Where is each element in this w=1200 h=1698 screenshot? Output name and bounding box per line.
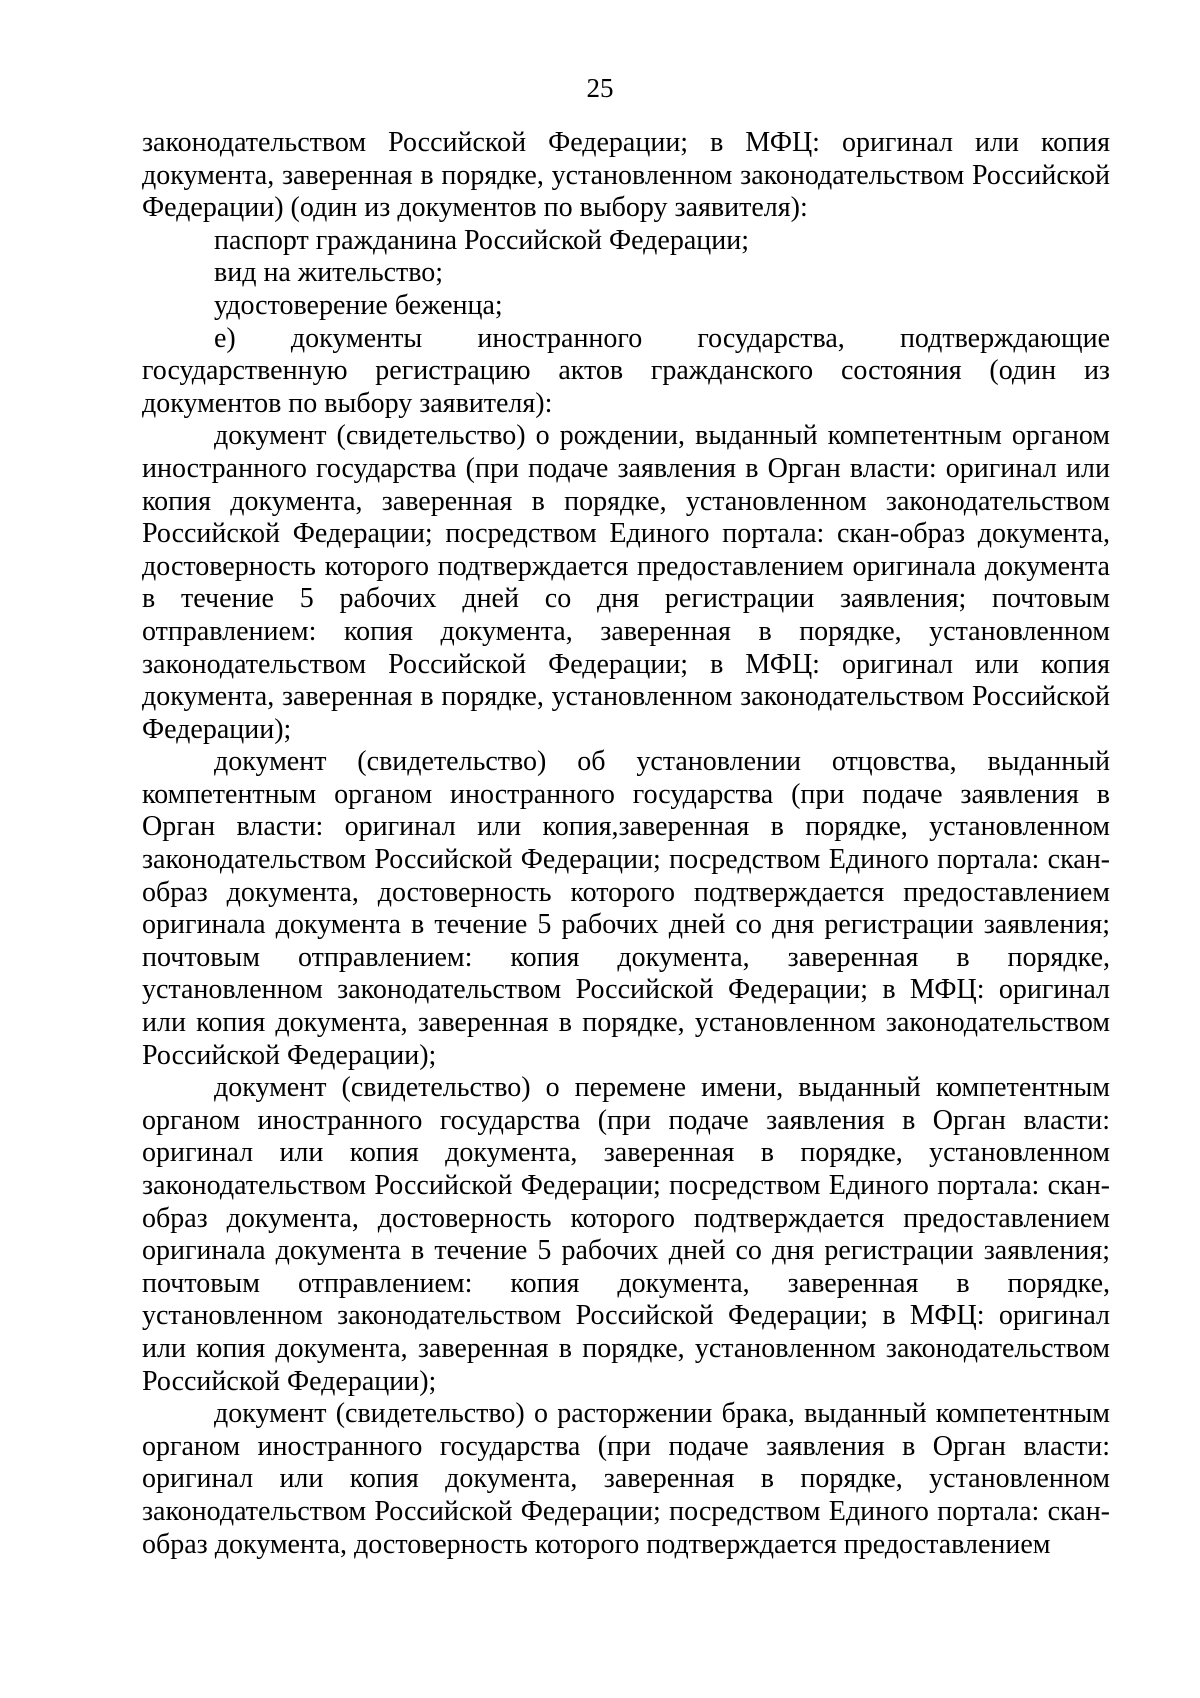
paragraph-continuation: законодательством Российской Федерации; в МФЦ: оригинал или копия документа, заверенная в порядке, установленном законодательством Российской Федерации) (один из документов по выбору заявителя): [142, 127, 1110, 224]
paragraph-item-e: е) документы иностранного государства, подтверждающие государственную регистрацию актов гражданского состояния (один из документов по выбору заявителя): [142, 322, 1110, 419]
document-body [142, 127, 1110, 1561]
paragraph-divorce-certificate: документ (свидетельство) о расторжении брака, выданный компетентным органом иностранного государства (при подаче заявления в Орган власти: оригинал или копия документа, заверенная в порядке, установленном законодательством Российской Федерации; посредством Единого портала: скан-образ документа, достоверность которого подтверждается предоставлением [142, 1398, 1110, 1560]
paragraph-birth-certificate: документ (свидетельство) о рождении, выданный компетентным органом иностранного государства (при подаче заявления в Орган власти: оригинал или копия документа, заверенная в порядке, установленном законодательством Российской Федерации; посредством Единого портала: скан-образ документа, достоверность которого подтверждается предоставлением оригинала документа в течение 5 рабочих дней со дня регистрации заявления; почтовым отправлением: копия документа, заверенная в порядке, установленном законодательством Российской Федерации; в МФЦ: оригинал или копия документа, заверенная в порядке, установленном законодательством Российской Федерации); [142, 420, 1110, 745]
page-number: 25 [586, 73, 614, 103]
paragraph-name-change-certificate: документ (свидетельство) о перемене имени, выданный компетентным органом иностранного государства (при подаче заявления в Орган власти: оригинал или копия документа, заверенная в порядке, установленном законодательством Российской Федерации; посредством Единого портала: скан-образ документа, достоверность которого подтверждается предоставлением оригинала документа в течение 5 рабочих дней со дня регистрации заявления; почтовым отправлением: копия документа, заверенная в порядке, установленном законодательством Российской Федерации; в МФЦ: оригинал или копия документа, заверенная в порядке, установленном законодательством Российской Федерации); [142, 1072, 1110, 1397]
paragraph-passport: паспорт гражданина Российской Федерации; [214, 224, 750, 256]
paragraph-residence-permit: вид на жительство; [214, 257, 444, 289]
paragraph-paternity-certificate: документ (свидетельство) об установлении отцовства, выданный компетентным органом иностранного государства (при подаче заявления в Орган власти: оригинал или копия,заверенная в порядке, установленном законодательством Российской Федерации; посредством Единого портала: скан-образ документа, достоверность которого подтверждается предоставлением оригинала документа в течение 5 рабочих дней со дня регистрации заявления; почтовым отправлением: копия документа, заверенная в порядке, установленном законодательством Российской Федерации; в МФЦ: оригинал или копия документа, заверенная в порядке, установленном законодательством Российской Федерации); [142, 746, 1110, 1071]
paragraph-refugee-certificate: удостоверение беженца; [214, 289, 503, 321]
